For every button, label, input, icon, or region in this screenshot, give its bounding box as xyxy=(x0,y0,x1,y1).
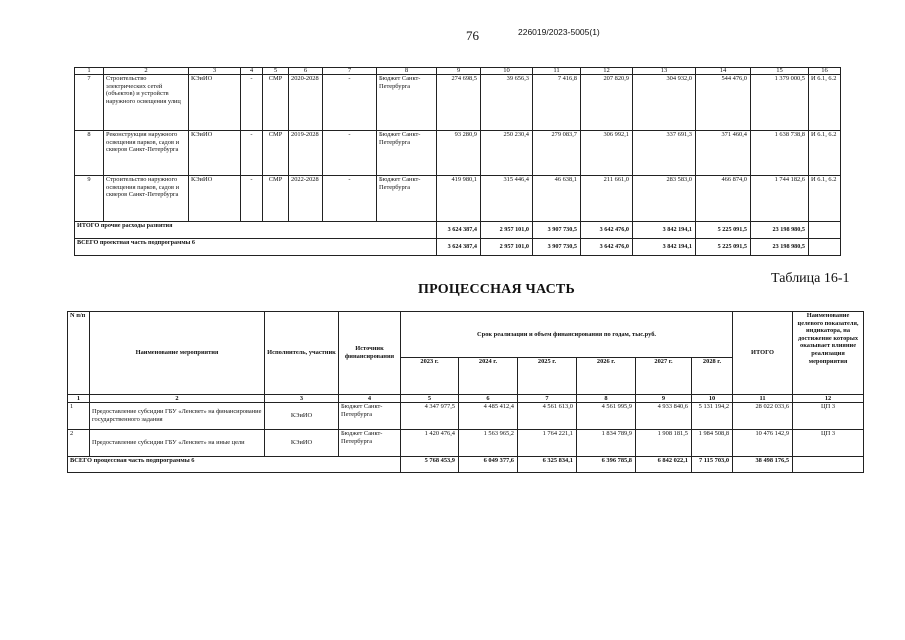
col-num: 12 xyxy=(581,68,633,75)
value-cell: 207 820,9 xyxy=(581,75,633,131)
total-value: 3 842 194,1 xyxy=(633,222,696,239)
total-value: 3 842 194,1 xyxy=(633,239,696,256)
year-header: 2026 г. xyxy=(577,358,636,395)
value-cell: 1 563 965,2 xyxy=(459,430,518,457)
value-cell: 1 638 738,8 xyxy=(751,131,809,176)
header-total: ИТОГО xyxy=(733,312,793,395)
col-num: 11 xyxy=(733,395,793,403)
value-cell: 544 476,0 xyxy=(696,75,751,131)
executor: КЭиИО xyxy=(189,176,241,222)
col-num: 4 xyxy=(241,68,263,75)
cell: - xyxy=(323,75,377,131)
value-cell: 4 561 995,9 xyxy=(577,403,636,430)
col-num: 2 xyxy=(104,68,189,75)
indicator: ЦП 3 xyxy=(793,430,864,457)
measure-name: Реконструкция наружного освещения парков, садов и скверов Санкт-Петербурга xyxy=(104,131,189,176)
header-indicator: Наименование целевого показателя, индикатора, на достижение которых оказывает влияние реализация мероприятия xyxy=(793,312,864,395)
funding-source: Бюджет Санкт-Петербурга xyxy=(377,176,437,222)
value-cell: 4 933 840,6 xyxy=(636,403,692,430)
value-cell: 1 744 182,6 xyxy=(751,176,809,222)
total-value: 3 642 476,0 xyxy=(581,222,633,239)
value-cell: 5 131 194,2 xyxy=(692,403,733,430)
total-value: 6 325 834,1 xyxy=(518,457,577,473)
col-num: 5 xyxy=(263,68,289,75)
total-value: 7 115 703,0 xyxy=(692,457,733,473)
total-value: 23 198 980,5 xyxy=(751,239,809,256)
col-num: 5 xyxy=(401,395,459,403)
grand-total: 38 498 176,5 xyxy=(733,457,793,473)
value-cell: 93 280,9 xyxy=(437,131,481,176)
col-num: 11 xyxy=(533,68,581,75)
total-value: 6 049 377,6 xyxy=(459,457,518,473)
col-num: 8 xyxy=(577,395,636,403)
col-num: 12 xyxy=(793,395,864,403)
row-number: 1 xyxy=(68,403,90,430)
work-type: СМР xyxy=(263,75,289,131)
indicator: ЦП 3 xyxy=(793,403,864,430)
executor: КЭиИО xyxy=(265,403,339,430)
measure-name: Предоставление субсидии ГБУ «Ленсвет» на иные цели xyxy=(90,430,265,457)
value-cell: 211 661,0 xyxy=(581,176,633,222)
header-period: Срок реализации и объем финансирования по годам, тыс.руб. xyxy=(401,312,733,358)
cell: - xyxy=(241,176,263,222)
col-num: 15 xyxy=(751,68,809,75)
value-cell: 4 347 977,5 xyxy=(401,403,459,430)
value-cell: 466 874,0 xyxy=(696,176,751,222)
total-row xyxy=(75,239,841,256)
header-executor: Исполнитель, участник xyxy=(265,312,339,395)
value-cell: 304 932,0 xyxy=(633,75,696,131)
header-num: N п/п xyxy=(68,312,90,395)
work-type: СМР xyxy=(263,176,289,222)
value-cell: 1 420 476,4 xyxy=(401,430,459,457)
table-row xyxy=(75,131,841,176)
measure-name: Строительство электрических сетей (объектов) и устройств наружного освещения улиц xyxy=(104,75,189,131)
year-header: 2023 г. xyxy=(401,358,459,395)
value-cell: 315 446,4 xyxy=(481,176,533,222)
value-cell: 1 764 221,1 xyxy=(518,430,577,457)
value-cell: 283 583,0 xyxy=(633,176,696,222)
col-num: 1 xyxy=(75,68,104,75)
executor: КЭиИО xyxy=(189,75,241,131)
year-header: 2028 г. xyxy=(692,358,733,395)
col-num: 9 xyxy=(437,68,481,75)
total-value: 3 907 730,5 xyxy=(533,222,581,239)
year-header: 2027 г. xyxy=(636,358,692,395)
header-name: Наименование мероприятия xyxy=(90,312,265,395)
value-cell: 279 083,7 xyxy=(533,131,581,176)
total-value: 3 907 730,5 xyxy=(533,239,581,256)
cell: - xyxy=(323,131,377,176)
year-header: 2025 г. xyxy=(518,358,577,395)
total-value: 23 198 980,5 xyxy=(751,222,809,239)
col-num: 6 xyxy=(289,68,323,75)
col-num: 14 xyxy=(696,68,751,75)
value-cell: 371 460,4 xyxy=(696,131,751,176)
col-num: 4 xyxy=(339,395,401,403)
total-value: 5 225 091,5 xyxy=(696,222,751,239)
value-cell: 4 561 613,0 xyxy=(518,403,577,430)
empty-cell xyxy=(809,239,841,256)
year-header: 2024 г. xyxy=(459,358,518,395)
col-num: 3 xyxy=(265,395,339,403)
total-label: ВСЕГО проектная часть подпрограммы 6 xyxy=(75,239,437,256)
row-number: 8 xyxy=(75,131,104,176)
value-cell: 306 992,1 xyxy=(581,131,633,176)
total-row xyxy=(68,457,864,473)
table-row xyxy=(68,430,864,457)
col-num: 7 xyxy=(323,68,377,75)
total-row xyxy=(75,222,841,239)
total-value: 2 957 101,0 xyxy=(481,239,533,256)
table-row xyxy=(75,176,841,222)
total-value: 6 396 785,8 xyxy=(577,457,636,473)
table-label: Таблица 16-1 xyxy=(771,271,850,286)
indicator: И 6.1, 6.2 xyxy=(809,131,841,176)
table-row xyxy=(68,403,864,430)
col-num: 10 xyxy=(481,68,533,75)
value-cell: 4 485 412,4 xyxy=(459,403,518,430)
value-cell: 337 691,3 xyxy=(633,131,696,176)
total-value: 10 476 142,9 xyxy=(733,430,793,457)
col-num: 8 xyxy=(377,68,437,75)
total-value: 28 022 033,6 xyxy=(733,403,793,430)
work-type: СМР xyxy=(263,131,289,176)
years: 2020-2028 xyxy=(289,75,323,131)
value-cell: 274 698,5 xyxy=(437,75,481,131)
col-num: 2 xyxy=(90,395,265,403)
value-cell: 250 230,4 xyxy=(481,131,533,176)
col-num: 3 xyxy=(189,68,241,75)
col-num: 1 xyxy=(68,395,90,403)
funding-source: Бюджет Санкт-Петербурга xyxy=(339,430,401,457)
value-cell: 46 638,1 xyxy=(533,176,581,222)
total-label: ИТОГО прочие расходы развития xyxy=(75,222,437,239)
col-num: 6 xyxy=(459,395,518,403)
empty-cell xyxy=(809,222,841,239)
value-cell: 1 834 789,9 xyxy=(577,430,636,457)
col-num: 10 xyxy=(692,395,733,403)
header-source: Источник финансирования xyxy=(339,312,401,395)
indicator: И 6.1, 6.2 xyxy=(809,176,841,222)
funding-source: Бюджет Санкт-Петербурга xyxy=(377,75,437,131)
table-row xyxy=(75,75,841,131)
measure-name: Строительство наружного освещения парков, садов и скверов Санкт-Петербурга xyxy=(104,176,189,222)
executor: КЭиИО xyxy=(265,430,339,457)
header-row xyxy=(68,312,864,358)
value-cell: 1 908 181,5 xyxy=(636,430,692,457)
total-value: 5 768 453,9 xyxy=(401,457,459,473)
years: 2022-2028 xyxy=(289,176,323,222)
total-value: 3 642 476,0 xyxy=(581,239,633,256)
section-title: ПРОЦЕССНАЯ ЧАСТЬ xyxy=(418,282,575,297)
years: 2019-2028 xyxy=(289,131,323,176)
column-number-row xyxy=(68,395,864,403)
value-cell: 39 656,3 xyxy=(481,75,533,131)
total-value: 2 957 101,0 xyxy=(481,222,533,239)
total-value: 3 624 387,4 xyxy=(437,239,481,256)
row-number: 7 xyxy=(75,75,104,131)
project-part-table xyxy=(74,67,841,256)
page-number: 76 xyxy=(466,28,479,43)
col-num: 7 xyxy=(518,395,577,403)
executor: КЭиИО xyxy=(189,131,241,176)
indicator: И 6.1, 6.2 xyxy=(809,75,841,131)
col-num: 16 xyxy=(809,68,841,75)
value-cell: 7 416,8 xyxy=(533,75,581,131)
col-num: 13 xyxy=(633,68,696,75)
row-number: 9 xyxy=(75,176,104,222)
cell: - xyxy=(241,131,263,176)
row-number: 2 xyxy=(68,430,90,457)
column-number-row xyxy=(75,68,841,75)
empty-cell xyxy=(793,457,864,473)
measure-name: Предоставление субсидии ГБУ «Ленсвет» на финансирование государственного задания xyxy=(90,403,265,430)
value-cell: 419 980,1 xyxy=(437,176,481,222)
document-number: 226019/2023-5005(1) xyxy=(518,27,600,37)
funding-source: Бюджет Санкт-Петербурга xyxy=(377,131,437,176)
process-part-table xyxy=(67,311,864,473)
cell: - xyxy=(323,176,377,222)
value-cell: 1 379 000,5 xyxy=(751,75,809,131)
total-value: 6 842 022,1 xyxy=(636,457,692,473)
cell: - xyxy=(241,75,263,131)
value-cell: 1 984 508,8 xyxy=(692,430,733,457)
total-label: ВСЕГО процессная часть подпрограммы 6 xyxy=(68,457,401,473)
total-value: 3 624 387,4 xyxy=(437,222,481,239)
col-num: 9 xyxy=(636,395,692,403)
total-value: 5 225 091,5 xyxy=(696,239,751,256)
funding-source: Бюджет Санкт-Петербурга xyxy=(339,403,401,430)
